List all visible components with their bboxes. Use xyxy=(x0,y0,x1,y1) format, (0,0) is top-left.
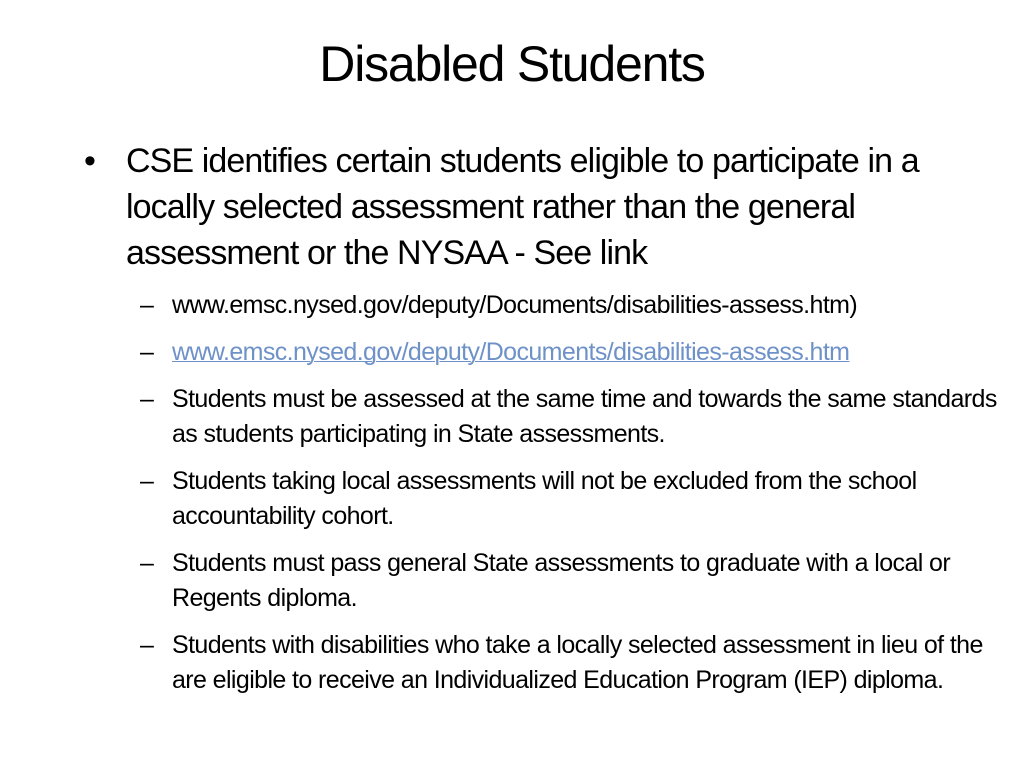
sub-bullet-text: Students must pass general State assessments to graduate with a local or Regents diploma. xyxy=(172,549,951,612)
dash-marker: – xyxy=(140,385,154,413)
sub-bullet-cohort xyxy=(140,464,1020,534)
bullet-marker: • xyxy=(84,142,96,180)
main-bullet xyxy=(84,138,1014,276)
sub-bullet-timing xyxy=(140,382,1020,452)
sub-bullet-text: Students must be assessed at the same time and towards the same standards as students participating in State assessments. xyxy=(172,385,997,448)
dash-marker: – xyxy=(140,631,154,659)
sub-bullet-text: Students with disabilities who take a locally selected assessment in lieu of the are eligible to receive an Individualized Education Program (IEP) diploma. xyxy=(172,631,983,694)
sub-bullet-list xyxy=(140,288,1020,710)
assessment-link[interactable]: www.emsc.nysed.gov/deputy/Documents/disabilities-assess.htm xyxy=(172,338,850,366)
dash-marker: – xyxy=(140,549,154,577)
sub-bullet-text: www.emsc.nysed.gov/deputy/Documents/disabilities-assess.htm) xyxy=(172,291,858,319)
dash-marker: – xyxy=(140,467,154,495)
main-bullet-text: CSE identifies certain students eligible to participate in a locally selected assessment rather than the general assessment or the NYSAA - See link xyxy=(126,142,919,272)
sub-bullet-url-text xyxy=(140,288,1020,323)
dash-marker: – xyxy=(140,291,154,319)
dash-marker: – xyxy=(140,338,154,366)
sub-bullet-text: Students taking local assessments will not be excluded from the school accountability cohort. xyxy=(172,467,917,530)
sub-bullet-iep-diploma xyxy=(140,628,1020,698)
sub-bullet-hyperlink xyxy=(140,335,1020,370)
slide-title: Disabled Students xyxy=(319,36,705,92)
sub-bullet-graduation xyxy=(140,546,1020,616)
